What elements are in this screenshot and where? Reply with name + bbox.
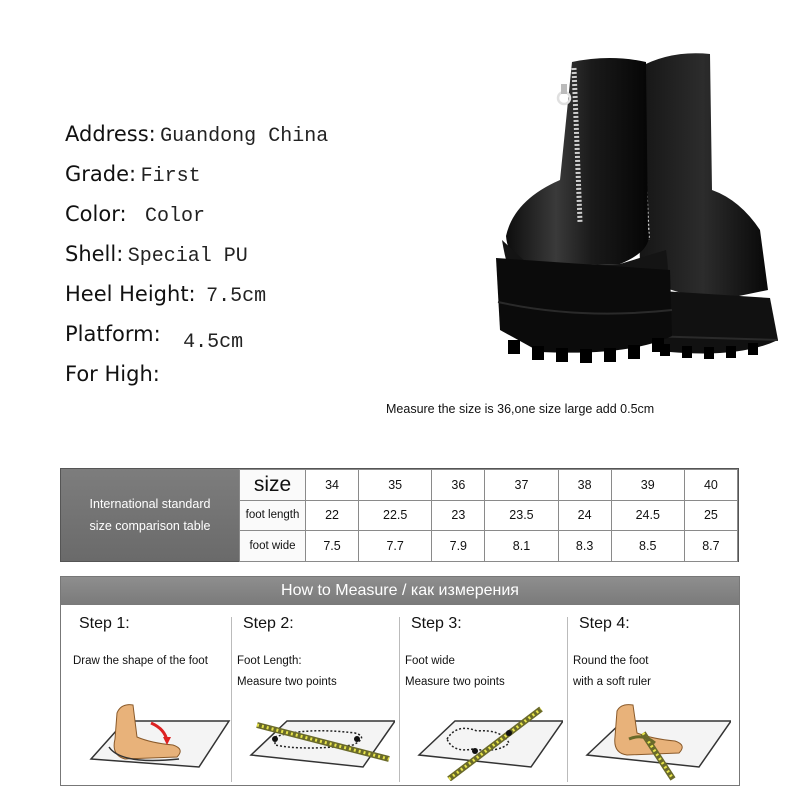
table-row xyxy=(240,531,738,562)
table-cell: 22.5 xyxy=(359,500,432,531)
spec-value: First xyxy=(140,165,201,188)
step-divider xyxy=(231,617,232,782)
spec-label: Grade: xyxy=(65,162,137,186)
table-header-line: International standard xyxy=(89,497,211,511)
table-cell: 39 xyxy=(611,470,684,501)
step-line: Measure two points xyxy=(405,676,505,688)
step-title: Step 3: xyxy=(411,615,462,632)
step-2 xyxy=(237,615,402,785)
row-label-foot-wide: foot wide xyxy=(240,531,306,562)
step-line: Measure two points xyxy=(237,676,337,688)
spec-value: Guandong China xyxy=(160,125,329,148)
spec-label: Heel Height: xyxy=(65,282,196,306)
step-line: Round the foot xyxy=(573,655,649,667)
row-label-size: size xyxy=(240,470,306,501)
table-cell: 8.3 xyxy=(558,531,611,562)
foot-width-ruler-illustration xyxy=(413,703,563,781)
table-row xyxy=(240,500,738,531)
spec-value: Special PU xyxy=(127,245,248,268)
step-title: Step 2: xyxy=(243,615,294,632)
table-cell: 34 xyxy=(306,470,359,501)
spec-platform xyxy=(65,322,244,354)
step-4 xyxy=(573,615,738,785)
table-cell: 22 xyxy=(306,500,359,531)
step-text xyxy=(73,651,208,672)
boots-product-image xyxy=(410,40,800,380)
table-cell: 37 xyxy=(485,470,558,501)
table-cell: 8.5 xyxy=(611,531,684,562)
spec-label: Address: xyxy=(65,122,156,146)
step-title: Step 1: xyxy=(79,615,130,632)
how-to-measure-title: How to Measure / как измерения xyxy=(61,577,739,605)
spec-for-high xyxy=(65,362,160,388)
table-cell: 8.1 xyxy=(485,531,558,562)
foot-length-ruler-illustration xyxy=(245,703,395,781)
spec-address xyxy=(65,122,328,148)
spec-label: Shell: xyxy=(65,242,124,266)
foot-round-tape-illustration xyxy=(581,703,731,781)
spec-shell xyxy=(65,242,248,268)
spec-color xyxy=(65,202,205,228)
step-1 xyxy=(73,615,238,785)
table-cell: 8.7 xyxy=(684,531,737,562)
measure-note: Measure the size is 36,one size large add 0.5cm xyxy=(386,402,655,416)
table-header-cell xyxy=(61,469,239,561)
step-line: Draw the shape of the foot xyxy=(73,655,208,667)
table-header-line: size comparison table xyxy=(89,519,211,533)
table-cell: 40 xyxy=(684,470,737,501)
table-cell: 23 xyxy=(432,500,485,531)
step-text xyxy=(405,651,505,693)
spec-heel-height xyxy=(65,282,266,308)
table-cell: 25 xyxy=(684,500,737,531)
table-row xyxy=(240,470,738,501)
step-divider xyxy=(399,617,400,782)
spec-label: For High: xyxy=(65,362,160,386)
step-line: with a soft ruler xyxy=(573,676,651,688)
spec-grade xyxy=(65,162,201,188)
size-grid xyxy=(239,469,738,562)
table-cell: 24.5 xyxy=(611,500,684,531)
row-label-foot-length: foot length xyxy=(240,500,306,531)
table-cell: 38 xyxy=(558,470,611,501)
step-text xyxy=(573,651,651,693)
size-comparison-table xyxy=(60,468,739,562)
step-title: Step 4: xyxy=(579,615,630,632)
table-cell: 23.5 xyxy=(485,500,558,531)
foot-outline-illustration xyxy=(81,703,231,781)
step-text xyxy=(237,651,337,693)
spec-value: Color xyxy=(145,205,206,228)
step-3 xyxy=(405,615,570,785)
boot-front xyxy=(496,58,672,363)
table-cell: 35 xyxy=(359,470,432,501)
table-cell: 7.5 xyxy=(306,531,359,562)
spec-label: Color: xyxy=(65,202,127,226)
spec-value: 4.5cm xyxy=(183,331,244,354)
table-cell: 24 xyxy=(558,500,611,531)
spec-value: 7.5cm xyxy=(206,285,267,308)
step-line: Foot Length: xyxy=(237,655,302,667)
step-line: Foot wide xyxy=(405,655,455,667)
spec-label: Platform: xyxy=(65,322,161,346)
how-to-measure-panel xyxy=(60,576,740,786)
table-cell: 7.9 xyxy=(432,531,485,562)
table-cell: 36 xyxy=(432,470,485,501)
table-cell: 7.7 xyxy=(359,531,432,562)
step-divider xyxy=(567,617,568,782)
